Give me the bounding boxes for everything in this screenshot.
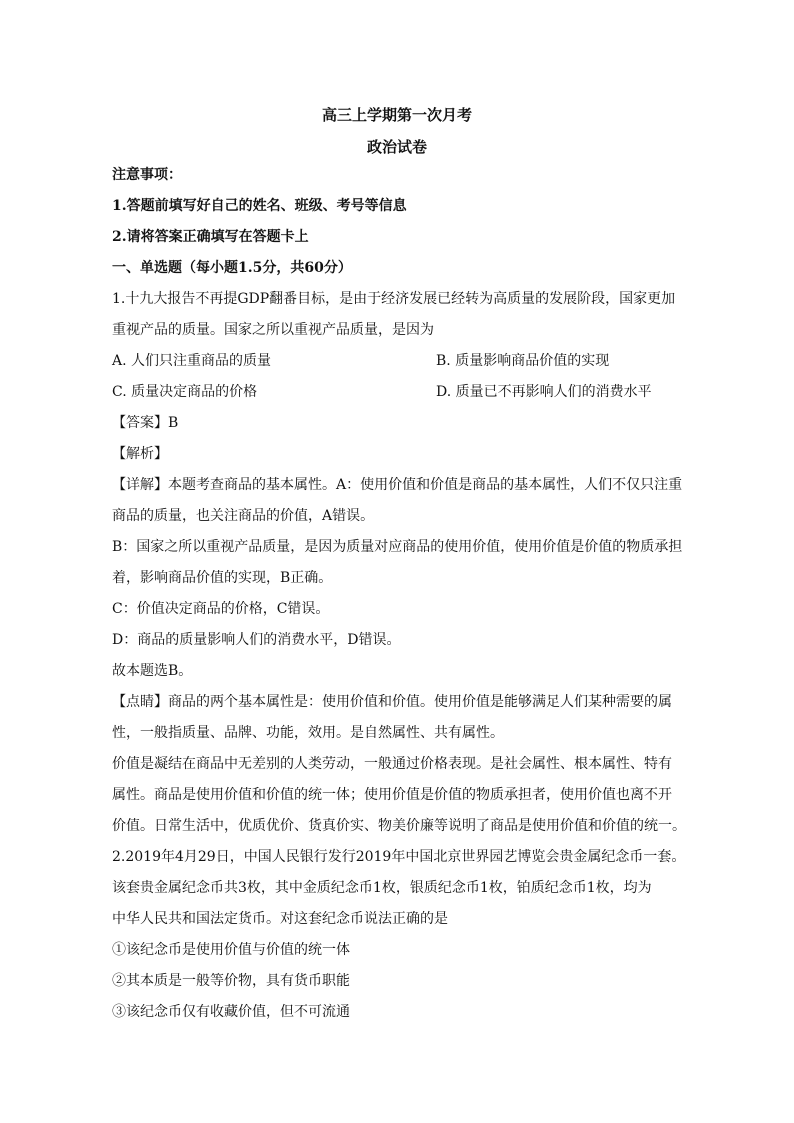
page-subtitle: 政治试卷 [366, 138, 427, 156]
q1-stem-line-1: 1.十九大报告不再提GDP翻番目标，是由于经济发展已经转为高质量的发展阶段，国家更加 [112, 291, 676, 307]
q1-detail-line-1: 【详解】本题考查商品的基本属性。A：使用价值和价值是商品的基本属性，人们不仅只注重 [112, 477, 683, 493]
q1-detail-line-2: 商品的质量，也关注商品的价值，A错误。 [112, 508, 375, 524]
q2-stem-line-2: 该套贵金属纪念币共3枚，其中金质纪念币1枚，银质纪念币1枚，铂质纪念币1枚，均为 [112, 880, 652, 896]
q1-c-line: C：价值决定商品的价格，C错误。 [112, 601, 330, 617]
q1-options-row-2 [112, 377, 686, 408]
q1-tip-line-4: 属性。商品是使用价值和价值的统一体；使用价值是价值的物质承担者，使用价值也离不开 [112, 787, 672, 803]
q1-options-row-1 [112, 346, 686, 377]
q1-b-line-2: 着，影响商品价值的实现，B正确。 [112, 570, 333, 586]
q1-tip-line-2: 性，一般指质量、品牌、功能，效用。是自然属性、共有属性。 [112, 725, 504, 741]
q1-option-c: C. 质量决定商品的价格 [112, 384, 258, 400]
q1-d-line: D：商品的质量影响人们的消费水平，D错误。 [112, 632, 401, 648]
section-heading: 一、单选题（每小题1.5分，共60分） [112, 260, 352, 276]
q1-stem-line-2: 重视产品的质量。国家之所以重视产品质量，是因为 [112, 322, 434, 338]
q1-option-d: D. 质量已不再影响人们的消费水平 [436, 384, 652, 400]
q1-tip-line-1: 【点睛】商品的两个基本属性是：使用价值和价值。使用价值是能够满足人们某种需要的属 [112, 694, 672, 710]
q1-option-a: A. 人们只注重商品的质量 [112, 353, 272, 369]
q1-b-line-1: B：国家之所以重视产品质量，是因为质量对应商品的使用价值，使用价值是价值的物质承担 [112, 539, 683, 555]
q1-conclusion: 故本题选B。 [112, 663, 193, 679]
q2-statement-3: ③该纪念币仅有收藏价值，但不可流通 [112, 1004, 350, 1020]
q2-statement-2: ②其本质是一般等价物，具有货币职能 [112, 973, 350, 989]
page-title: 高三上学期第一次月考 [321, 106, 472, 124]
q1-tip-line-3: 价值是凝结在商品中无差别的人类劳动，一般通过价格表现。是社会属性、根本属性、特有 [112, 756, 672, 772]
q2-stem-line-3: 中华人民共和国法定货币。对这套纪念币说法正确的是 [112, 911, 448, 927]
exam-body [112, 160, 686, 1028]
notes-item-1: 1.答题前填写好自己的姓名、班级、考号等信息 [112, 198, 407, 214]
notes-item-2: 2.请将答案正确填写在答题卡上 [112, 229, 309, 245]
q2-stem-line-1: 2.2019年4月29日，中国人民银行发行2019年中国北京世界园艺博览会贵金属纪念币一套。 [112, 849, 686, 865]
q1-answer: 【答案】B [112, 415, 179, 431]
q1-option-b: B. 质量影响商品价值的实现 [436, 353, 610, 369]
q1-analysis-label: 【解析】 [112, 446, 168, 462]
q1-tip-line-5: 价值。日常生活中，优质优价、货真价实、物美价廉等说明了商品是使用价值和价值的统一。 [112, 818, 686, 834]
q2-statement-1: ①该纪念币是使用价值与价值的统一体 [112, 942, 350, 958]
notes-heading: 注意事项： [112, 167, 182, 183]
